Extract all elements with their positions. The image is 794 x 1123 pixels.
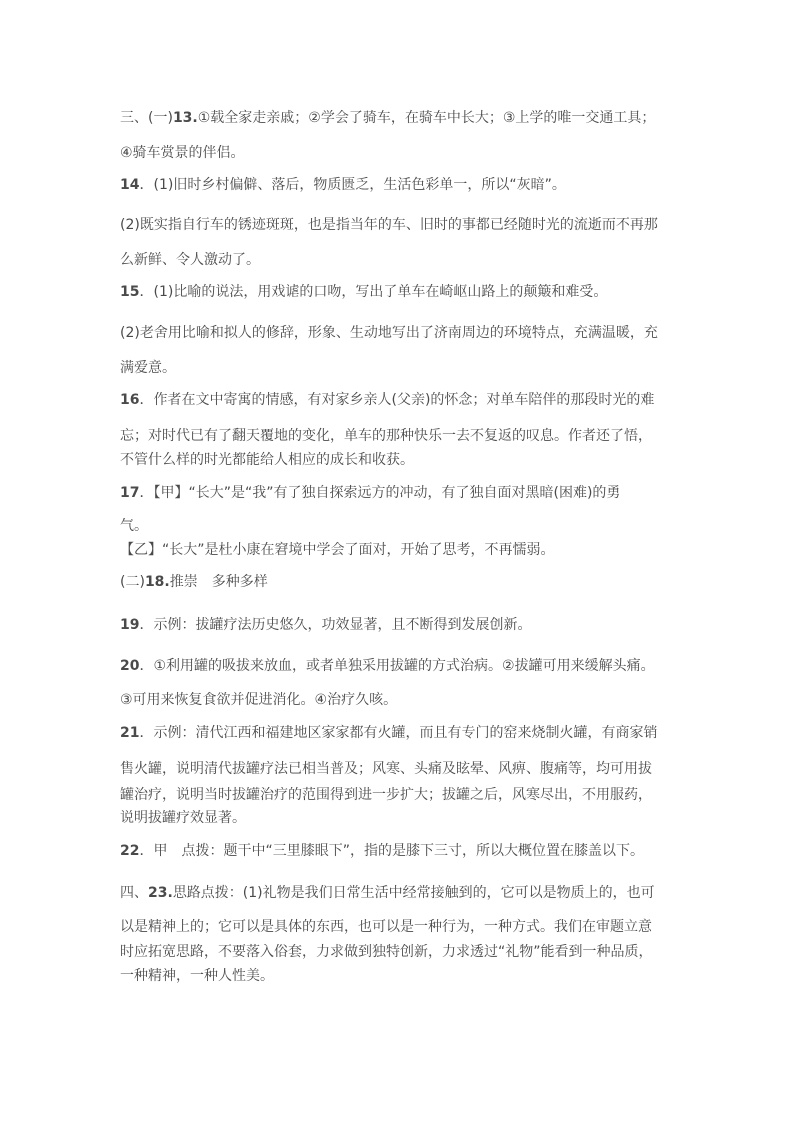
answer-text: ．①利用罐的吸拔来放血，或者单独采用拔罐的方式治病。②拔罐可用来缓解头痛。 [139,658,655,674]
answer-text: 时应拓宽思路，不要落入俗套，力求做到独特创新，力求透过“礼物”能看到一种品质， [120,944,653,960]
answer-line [120,690,397,710]
question-number: 19 [120,617,140,633]
answer-line [120,917,652,937]
answer-line [120,723,657,743]
answer-text: ③可用来恢复食欲并促进消化。④治疗久咳。 [120,692,398,708]
answer-line [120,143,245,163]
answer-line [120,390,654,410]
answer-text: 【乙】“长大”是杜小康在窘境中学会了面对，开始了思考，不再懦弱。 [120,542,555,558]
answer-line [120,966,274,986]
answer-line [120,358,176,378]
answer-text: 售火罐，说明清代拔罐疗法已相当普及；风寒、头痛及眩晕、风痹、腹痛等，均可用拔 [120,761,652,777]
answer-text: ．示例：清代江西和福建地区家家都有火罐，而且有专门的窑来烧制火罐，有商家销 [139,725,658,741]
answer-text: ．示例：拔罐疗法历史悠久，功效显著，且不断得到发展创新。 [139,617,532,633]
question-number: 18. [144,574,170,590]
answer-text: ．甲 点拨：题干中“三里膝眼下”，指的是膝下三寸，所以大概位置在膝盖以下。 [139,843,644,859]
answer-line [120,942,653,962]
answer-line [120,808,246,828]
question-number: 17 [120,485,140,501]
section-label: 四、 [120,885,148,901]
question-number: 15 [120,284,140,300]
question-number: 21 [120,725,140,741]
answer-text: (2)既实指自行车的锈迹斑斑，也是指当年的车、旧时的事都已经随时光的流逝而不再那 [120,217,658,233]
answer-text: 忘；对时代已有了翻天覆地的变化，单车的那种快乐一去不复返的叹息。作者还了悟， [120,428,652,444]
question-number: 22 [120,843,140,859]
question-number: 23. [148,885,173,901]
answer-text: 推崇 多种多样 [169,574,268,590]
answer-text: 以是精神上的；它可以是具体的东西，也可以是一种行为，一种方式。我们在审题立意 [120,919,652,935]
answer-line [120,450,414,470]
answer-text: 说明拔罐疗效显著。 [120,810,246,826]
answer-line [120,516,148,536]
answer-line [120,426,652,446]
answer-line [120,323,658,343]
answer-text: 思路点拨：(1)礼物是我们日常生活中经常接触到的，它可以是物质上的，也可 [172,885,655,901]
answer-text: ④骑车赏景的伴侣。 [120,145,245,161]
answer-text: ①载全家走亲戚；②学会了骑车，在骑车中长大；③上学的唯一交通工具； [197,110,656,126]
answer-line [120,656,655,676]
answer-text: ．(1)旧时乡村偏僻、落后，物质匮乏，生活色彩单一，所以“灰暗”。 [139,177,566,193]
answer-text: 满爱意。 [120,360,176,376]
answer-text: (2)老舍用比喻和拟人的修辞，形象、生动地写出了济南周边的环境特点，充满温暖，充 [120,325,658,341]
answer-text: ．(1)比喻的说法，用戏谑的口吻，写出了单车在崎岖山路上的颠簸和难受。 [139,284,608,300]
answer-line [120,175,566,195]
answer-line [120,540,555,560]
answer-line [120,282,607,302]
answer-text: 一种精神，一种人性美。 [120,968,274,984]
question-number: 13. [172,110,198,126]
answer-line [120,215,658,235]
answer-line [120,615,531,635]
question-number: 20 [120,658,140,674]
question-number: 16 [120,392,140,408]
answer-text: 么新鲜、令人激动了。 [120,252,260,268]
answer-line [120,250,260,270]
answer-text: 不管什么样的时光都能给人相应的成长和收获。 [120,452,414,468]
answer-line [120,883,655,903]
answer-line [120,841,644,861]
question-number: 14 [120,177,140,193]
answer-text: ．【甲】“长大”是“我”有了独自探索远方的冲动，有了独自面对黑暗(困难)的勇 [139,485,621,501]
section-label: (二) [120,574,145,590]
answer-line [120,759,652,779]
answer-text: ．作者在文中寄寓的情感，有对家乡亲人(父亲)的怀念；对单车陪伴的那段时光的难 [139,392,655,408]
answer-line [120,483,620,503]
answer-text: 罐治疗，说明当时拔罐治疗的范围得到进一步扩大；拔罐之后，风寒尽出，不用服药， [120,787,652,803]
answer-line [120,572,268,592]
answer-line [120,108,655,128]
section-label: 三、(一) [120,110,173,126]
answer-text: 气。 [120,518,148,534]
answer-line [120,785,652,805]
